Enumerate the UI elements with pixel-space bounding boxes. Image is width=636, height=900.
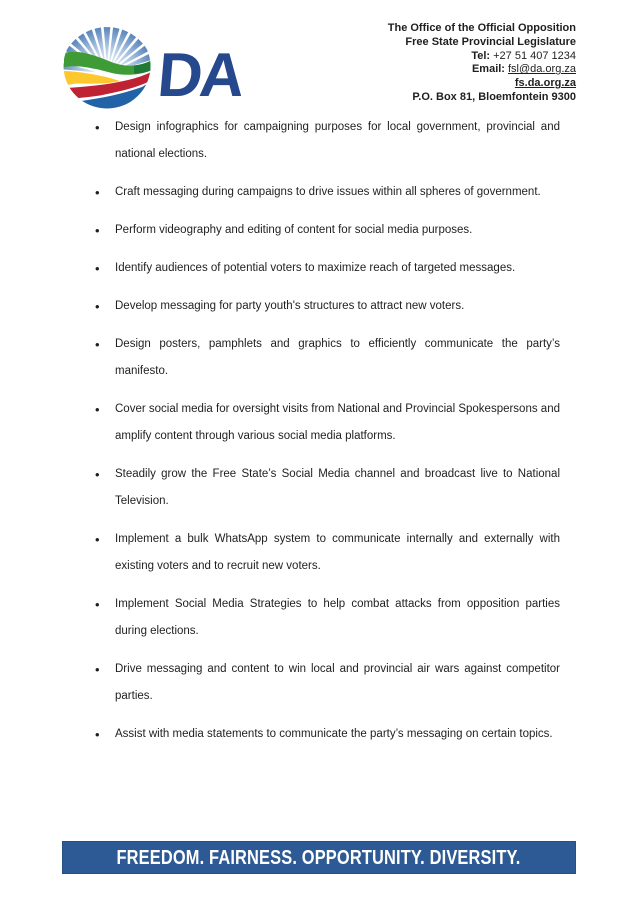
contact-tel-line bbox=[388, 50, 576, 64]
bullet-item: • Design infographics for campaigning purposes for local government, provincial and national elections. bbox=[62, 114, 560, 168]
contact-website-line bbox=[388, 77, 576, 91]
duties-list bbox=[62, 114, 560, 759]
contact-email-line bbox=[388, 63, 576, 77]
bullet-item: • Perform videography and editing of content for social media purposes. bbox=[62, 217, 560, 244]
tel-value: +27 51 407 1234 bbox=[493, 49, 576, 62]
da-logo bbox=[62, 15, 245, 112]
bullet-item: • Assist with media statements to communicate the party’s messaging on certain topics. bbox=[62, 721, 560, 748]
contact-block bbox=[388, 15, 576, 105]
tel-label: Tel: bbox=[471, 49, 491, 62]
slogan-text: FREEDOM. FAIRNESS. OPPORTUNITY. DIVERSITY. bbox=[116, 845, 522, 869]
email-label: Email: bbox=[471, 63, 505, 76]
bullet-item: • Implement a bulk WhatsApp system to communicate internally and externally with existing voters and to recruit new voters. bbox=[62, 526, 560, 580]
website-link[interactable]: fs.da.org.za bbox=[514, 77, 576, 90]
contact-org-line2: Free State Provincial Legislature bbox=[405, 35, 576, 48]
da-logo-wordmark: DA bbox=[155, 40, 245, 110]
email-link[interactable]: fsl@da.org.za bbox=[507, 63, 576, 76]
slogan-banner bbox=[62, 841, 576, 874]
da-sunburst-flag-icon bbox=[62, 15, 152, 112]
bullet-item: • Steadily grow the Free State’s Social Media channel and broadcast live to National Television. bbox=[62, 461, 560, 515]
bullet-item: • Develop messaging for party youth's structures to attract new voters. bbox=[62, 293, 560, 320]
bullet-item: • Cover social media for oversight visits from National and Provincial Spokespersons and amplify content through various social media platforms. bbox=[62, 396, 560, 450]
letterhead-header bbox=[62, 15, 576, 112]
contact-org-line1: The Office of the Official Opposition bbox=[387, 22, 576, 34]
bullet-item: • Craft messaging during campaigns to drive issues within all spheres of government. bbox=[62, 179, 560, 206]
bullet-item: • Implement Social Media Strategies to help combat attacks from opposition parties during elections. bbox=[62, 591, 560, 645]
bullet-item: • Design posters, pamphlets and graphics to efficiently communicate the party’s manifesto. bbox=[62, 331, 560, 385]
bullet-item: • Identify audiences of potential voters to maximize reach of targeted messages. bbox=[62, 255, 560, 282]
bullet-item: • Drive messaging and content to win local and provincial air wars against competitor parties. bbox=[62, 656, 560, 710]
contact-address: P.O. Box 81, Bloemfontein 9300 bbox=[412, 90, 576, 103]
